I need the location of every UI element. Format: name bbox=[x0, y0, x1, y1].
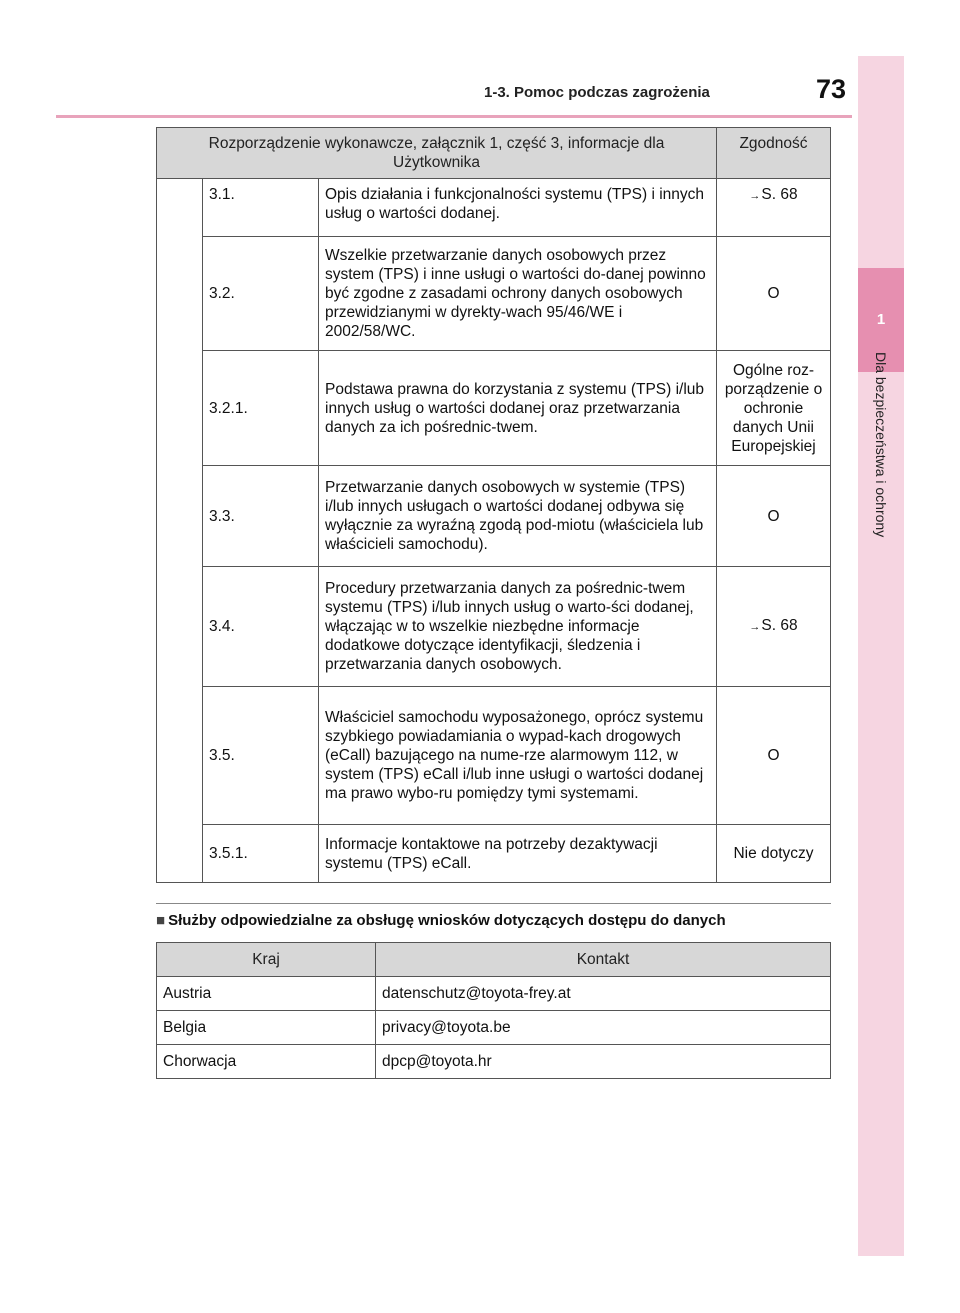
row-compliance: Nie dotyczy bbox=[717, 825, 831, 883]
table-row bbox=[157, 351, 831, 466]
row-number: 3.4. bbox=[203, 567, 319, 687]
row-description: Przetwarzanie danych osobowych w systemie (TPS) i/lub innych usługach o wartości dodanej odbywa się wyłącznie za wyraźną zgodą pod-miotu (właściciela lub właścicieli samochodu). bbox=[319, 466, 717, 567]
table-row bbox=[157, 567, 831, 687]
country-cell: Belgia bbox=[157, 1011, 376, 1045]
row-description: Podstawa prawna do korzystania z systemu (TPS) i/lub innych usług o wartości dodanej oraz przetwarzania danych za ich pośrednic-twem. bbox=[319, 351, 717, 466]
row-number: 3.1. bbox=[203, 179, 319, 237]
section-divider bbox=[156, 903, 831, 904]
country-cell: Austria bbox=[157, 977, 376, 1011]
chapter-tab: 1 bbox=[858, 268, 904, 372]
row-compliance bbox=[717, 567, 831, 687]
contact-email[interactable]: dpcp@toyota.hr bbox=[376, 1045, 831, 1079]
table-row bbox=[157, 466, 831, 567]
row-description: Właściciel samochodu wyposażonego, oprócz systemu szybkiego powiadamiania o wypad-kach drogowych (eCall) bazującego na nume-rze alarmowym 112, w system (TPS) eCall i/lub inne usługi o wartości dodanej ma prawo wybo-ru pomiędzy tymi systemami. bbox=[319, 687, 717, 825]
header-divider bbox=[56, 115, 852, 118]
compliance-header: Zgodność bbox=[717, 128, 831, 179]
contact-email[interactable]: datenschutz@toyota-frey.at bbox=[376, 977, 831, 1011]
chapter-side-label: Dla bezpieczeństwa i ochrony bbox=[873, 352, 889, 538]
row-number: 3.2.1. bbox=[203, 351, 319, 466]
table-row bbox=[157, 237, 831, 351]
arrow-icon: → bbox=[749, 190, 761, 202]
page-number: 73 bbox=[816, 74, 847, 104]
square-bullet-icon: ■ bbox=[156, 912, 166, 929]
contact-header: Kontakt bbox=[376, 943, 831, 977]
chapter-side-strip bbox=[858, 56, 904, 1256]
row-description: Procedury przetwarzania danych za pośrednic-twem systemu (TPS) i/lub innych usług o warto-ści dodanej, włączając w to wszelkie niezbędne informacje dodatkowe dotyczące identyfikacji, śledzenia i przetwarzania danych osobowych. bbox=[319, 567, 717, 687]
row-compliance: Ogólne roz-porządzenie o ochronie danych Unii Europejskiej bbox=[717, 351, 831, 466]
row-number: 3.5. bbox=[203, 687, 319, 825]
country-cell: Chorwacja bbox=[157, 1045, 376, 1079]
section-heading bbox=[156, 912, 846, 929]
row-compliance bbox=[717, 179, 831, 237]
country-header: Kraj bbox=[157, 943, 376, 977]
table-row bbox=[157, 687, 831, 825]
row-compliance-text: S. 68 bbox=[761, 617, 798, 634]
row-compliance: O bbox=[717, 466, 831, 567]
indent-column bbox=[157, 179, 203, 883]
requirement-header: Rozporządzenie wykonawcze, załącznik 1, część 3, informacje dla Użytkownika bbox=[157, 128, 717, 179]
row-compliance-text: S. 68 bbox=[761, 186, 798, 203]
row-description: Wszelkie przetwarzanie danych osobowych przez system (TPS) i inne usługi o wartości do-danej powinno być zgodne z zasadami ochrony danych osobowych przewidzianymi w dyrekty-wach 95/46/WE i 2002/58/WC. bbox=[319, 237, 717, 351]
row-number: 3.2. bbox=[203, 237, 319, 351]
arrow-icon: → bbox=[749, 621, 761, 633]
row-number: 3.3. bbox=[203, 466, 319, 567]
page-header-title: 1-3. Pomoc podczas zagrożenia bbox=[484, 84, 710, 101]
regulation-table-header bbox=[157, 128, 831, 179]
regulation-table bbox=[156, 127, 831, 883]
row-description: Informacje kontaktowe na potrzeby dezaktywacji systemu (TPS) eCall. bbox=[319, 825, 717, 883]
row-number: 3.5.1. bbox=[203, 825, 319, 883]
table-row bbox=[157, 825, 831, 883]
section-title: Służby odpowiedzialne za obsługę wniosków dotyczących dostępu do danych bbox=[168, 912, 726, 929]
table-row bbox=[157, 1011, 831, 1045]
contacts-table bbox=[156, 942, 831, 1079]
row-compliance: O bbox=[717, 687, 831, 825]
row-compliance: O bbox=[717, 237, 831, 351]
table-row bbox=[157, 179, 831, 237]
contacts-table-header bbox=[157, 943, 831, 977]
table-row bbox=[157, 1045, 831, 1079]
table-row bbox=[157, 977, 831, 1011]
contact-email[interactable]: privacy@toyota.be bbox=[376, 1011, 831, 1045]
row-description: Opis działania i funkcjonalności systemu (TPS) i innych usług o wartości dodanej. bbox=[319, 179, 717, 237]
